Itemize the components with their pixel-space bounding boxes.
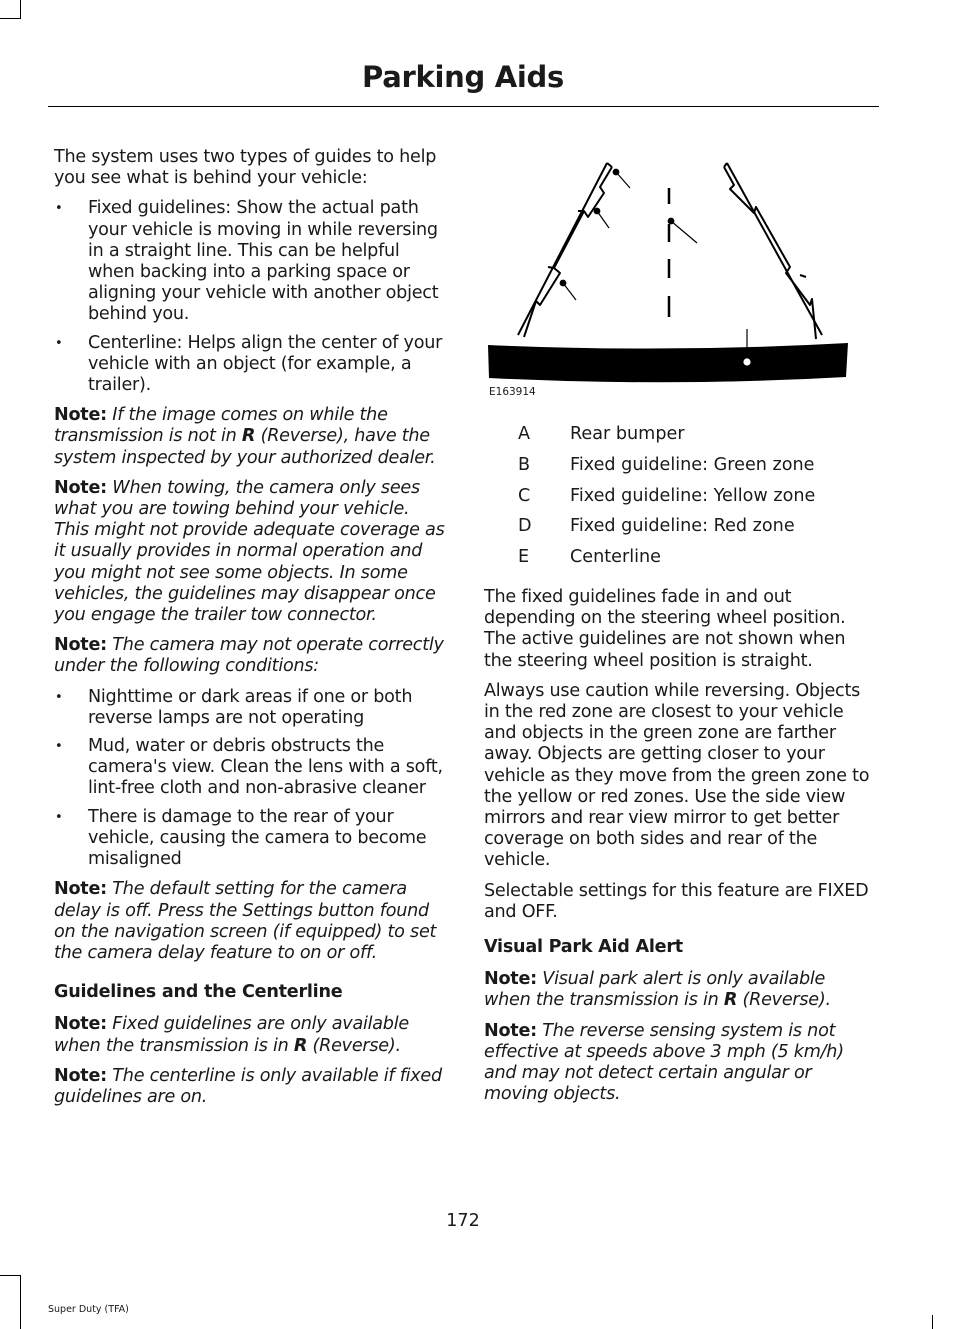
note-label: Note: (54, 1014, 107, 1035)
leader-dot (560, 280, 566, 286)
legend-row (518, 455, 815, 486)
rear-bumper (488, 343, 848, 382)
legend-letter: E (518, 547, 530, 568)
note-text: Visual park alert is only available when the transmission is in (484, 969, 826, 1011)
note-label: Note: (54, 879, 107, 900)
note-fixed-guidelines (54, 1014, 446, 1056)
note-visual-park-alert (484, 969, 876, 1011)
legend-row (518, 424, 815, 455)
legend-row (518, 516, 815, 547)
crop-mark (20, 1275, 21, 1329)
legend-letter: D (518, 516, 532, 537)
legend-text: Fixed guideline: Yellow zone (570, 485, 816, 506)
right-guideline-outer (727, 163, 822, 335)
note-text: The centerline is only available if fixed guidelines are on. (54, 1065, 442, 1107)
figure-legend (518, 424, 815, 578)
legend-text: Centerline (570, 547, 661, 568)
legend-row (518, 547, 815, 578)
left-guideline-outer (518, 163, 607, 335)
legend-text: Fixed guideline: Red zone (570, 516, 795, 537)
reverse-gear-letter: R (723, 990, 738, 1011)
section-heading: Visual Park Aid Alert (484, 937, 683, 958)
section-heading: Guidelines and the Centerline (54, 982, 343, 1003)
guidelines-fade-paragraph: The fixed guidelines fade in and out depending on the steering wheel position. The active guidelines are not shown when the steering wheel position is straight. (484, 587, 846, 671)
legend-text: Fixed guideline: Green zone (570, 454, 815, 475)
bumper-marker (743, 358, 752, 367)
list-item: • Fixed guidelines: Show the actual path your vehicle is moving in while reversing in a straight line. This can be helpful when backing into a parking space or aligning your vehicle with another object behind you. (54, 198, 446, 325)
list-item: • Mud, water or debris obstructs the camera's view. Clean the lens with a soft, lint-free cloth and non-abrasive cleaner (54, 736, 446, 800)
conditions-list (54, 687, 446, 871)
figure-id: E163914 (489, 386, 536, 398)
legend-text: Rear bumper (570, 424, 685, 444)
intro-paragraph: The system uses two types of guides to help you see what is behind your vehicle: (54, 147, 437, 189)
note-centerline (54, 1066, 446, 1108)
left-guideline-inner (524, 167, 612, 337)
leader-dot (668, 218, 674, 224)
note-text: The camera may not operate correctly under the following conditions: (54, 635, 444, 677)
left-column (54, 147, 446, 1117)
title-divider (48, 106, 879, 107)
legend-letter: C (518, 485, 531, 506)
page-title: Parking Aids (362, 60, 564, 94)
note-reverse-sensing (484, 1021, 876, 1106)
list-item: • Nighttime or dark areas if one or both reverse lamps are not operating (54, 687, 446, 729)
camera-guidelines-diagram (480, 155, 855, 387)
note-label: Note: (484, 969, 537, 990)
right-column (484, 587, 876, 1114)
reverse-gear-letter: R (293, 1035, 308, 1056)
footer-model: Super Duty (TFA) (48, 1304, 129, 1315)
crop-mark (0, 1275, 21, 1276)
note-towing (54, 478, 446, 626)
note-label: Note: (484, 1020, 537, 1041)
list-item: • There is damage to the rear of your vehicle, causing the camera to become misaligned (54, 807, 446, 871)
leader-dot (594, 208, 600, 214)
note-text: Fixed guidelines are only available when the transmission is in (54, 1014, 409, 1056)
guide-types-list (54, 198, 446, 396)
legend-letter: A (518, 424, 531, 444)
page-number: 172 (446, 1211, 480, 1231)
note-reverse-inspection (54, 405, 446, 469)
note-text: (Reverse). (312, 1035, 401, 1056)
legend-row (518, 486, 815, 517)
settings-paragraph: Selectable settings for this feature are FIXED and OFF. (484, 880, 869, 922)
crop-mark (20, 0, 21, 18)
note-text: (Reverse), have the system inspected by your authorized dealer. (54, 426, 436, 468)
list-item: • Centerline: Helps align the center of your vehicle with an object (for example, a trailer). (54, 333, 446, 397)
note-text: The default setting for the camera delay is off. Press the Settings button found on the navigation screen (if equipped) to set the camera delay feature to on or off. (54, 879, 437, 963)
note-label: Note: (54, 405, 107, 426)
right-guideline-inner (724, 167, 816, 339)
reverse-gear-letter: R (241, 426, 256, 447)
note-label: Note: (54, 1065, 107, 1086)
note-text: If the image comes on while the transmission is not in (54, 405, 388, 447)
note-label: Note: (54, 635, 107, 656)
note-camera-delay (54, 879, 446, 964)
note-text: When towing, the camera only sees what you are towing behind your vehicle. This might not provide adequate coverage as it usually provides in normal operation and you might not see some objects. In some vehicles, the guidelines may disappear once you engage the trailer tow connector. (54, 477, 445, 626)
note-camera-conditions (54, 635, 446, 677)
crop-mark (932, 1315, 933, 1329)
note-text: The reverse sensing system is not effective at speeds above 3 mph (5 km/h) and may not detect certain angular or moving objects. (484, 1020, 844, 1105)
note-text: (Reverse). (742, 990, 831, 1011)
leader-line (671, 221, 697, 243)
leader-dot (613, 169, 619, 175)
crop-mark (0, 18, 21, 19)
caution-paragraph: Always use caution while reversing. Objects in the red zone are closest to your vehicle and objects in the green zone are farther away. Objects are getting closer to your vehicle as they move from the green zone to the yellow or red zones. Use the side view mirrors and rear view mirror to get better coverage on both sides and rear of the vehicle. (484, 680, 870, 871)
note-label: Note: (54, 477, 107, 498)
legend-letter: B (518, 454, 531, 475)
